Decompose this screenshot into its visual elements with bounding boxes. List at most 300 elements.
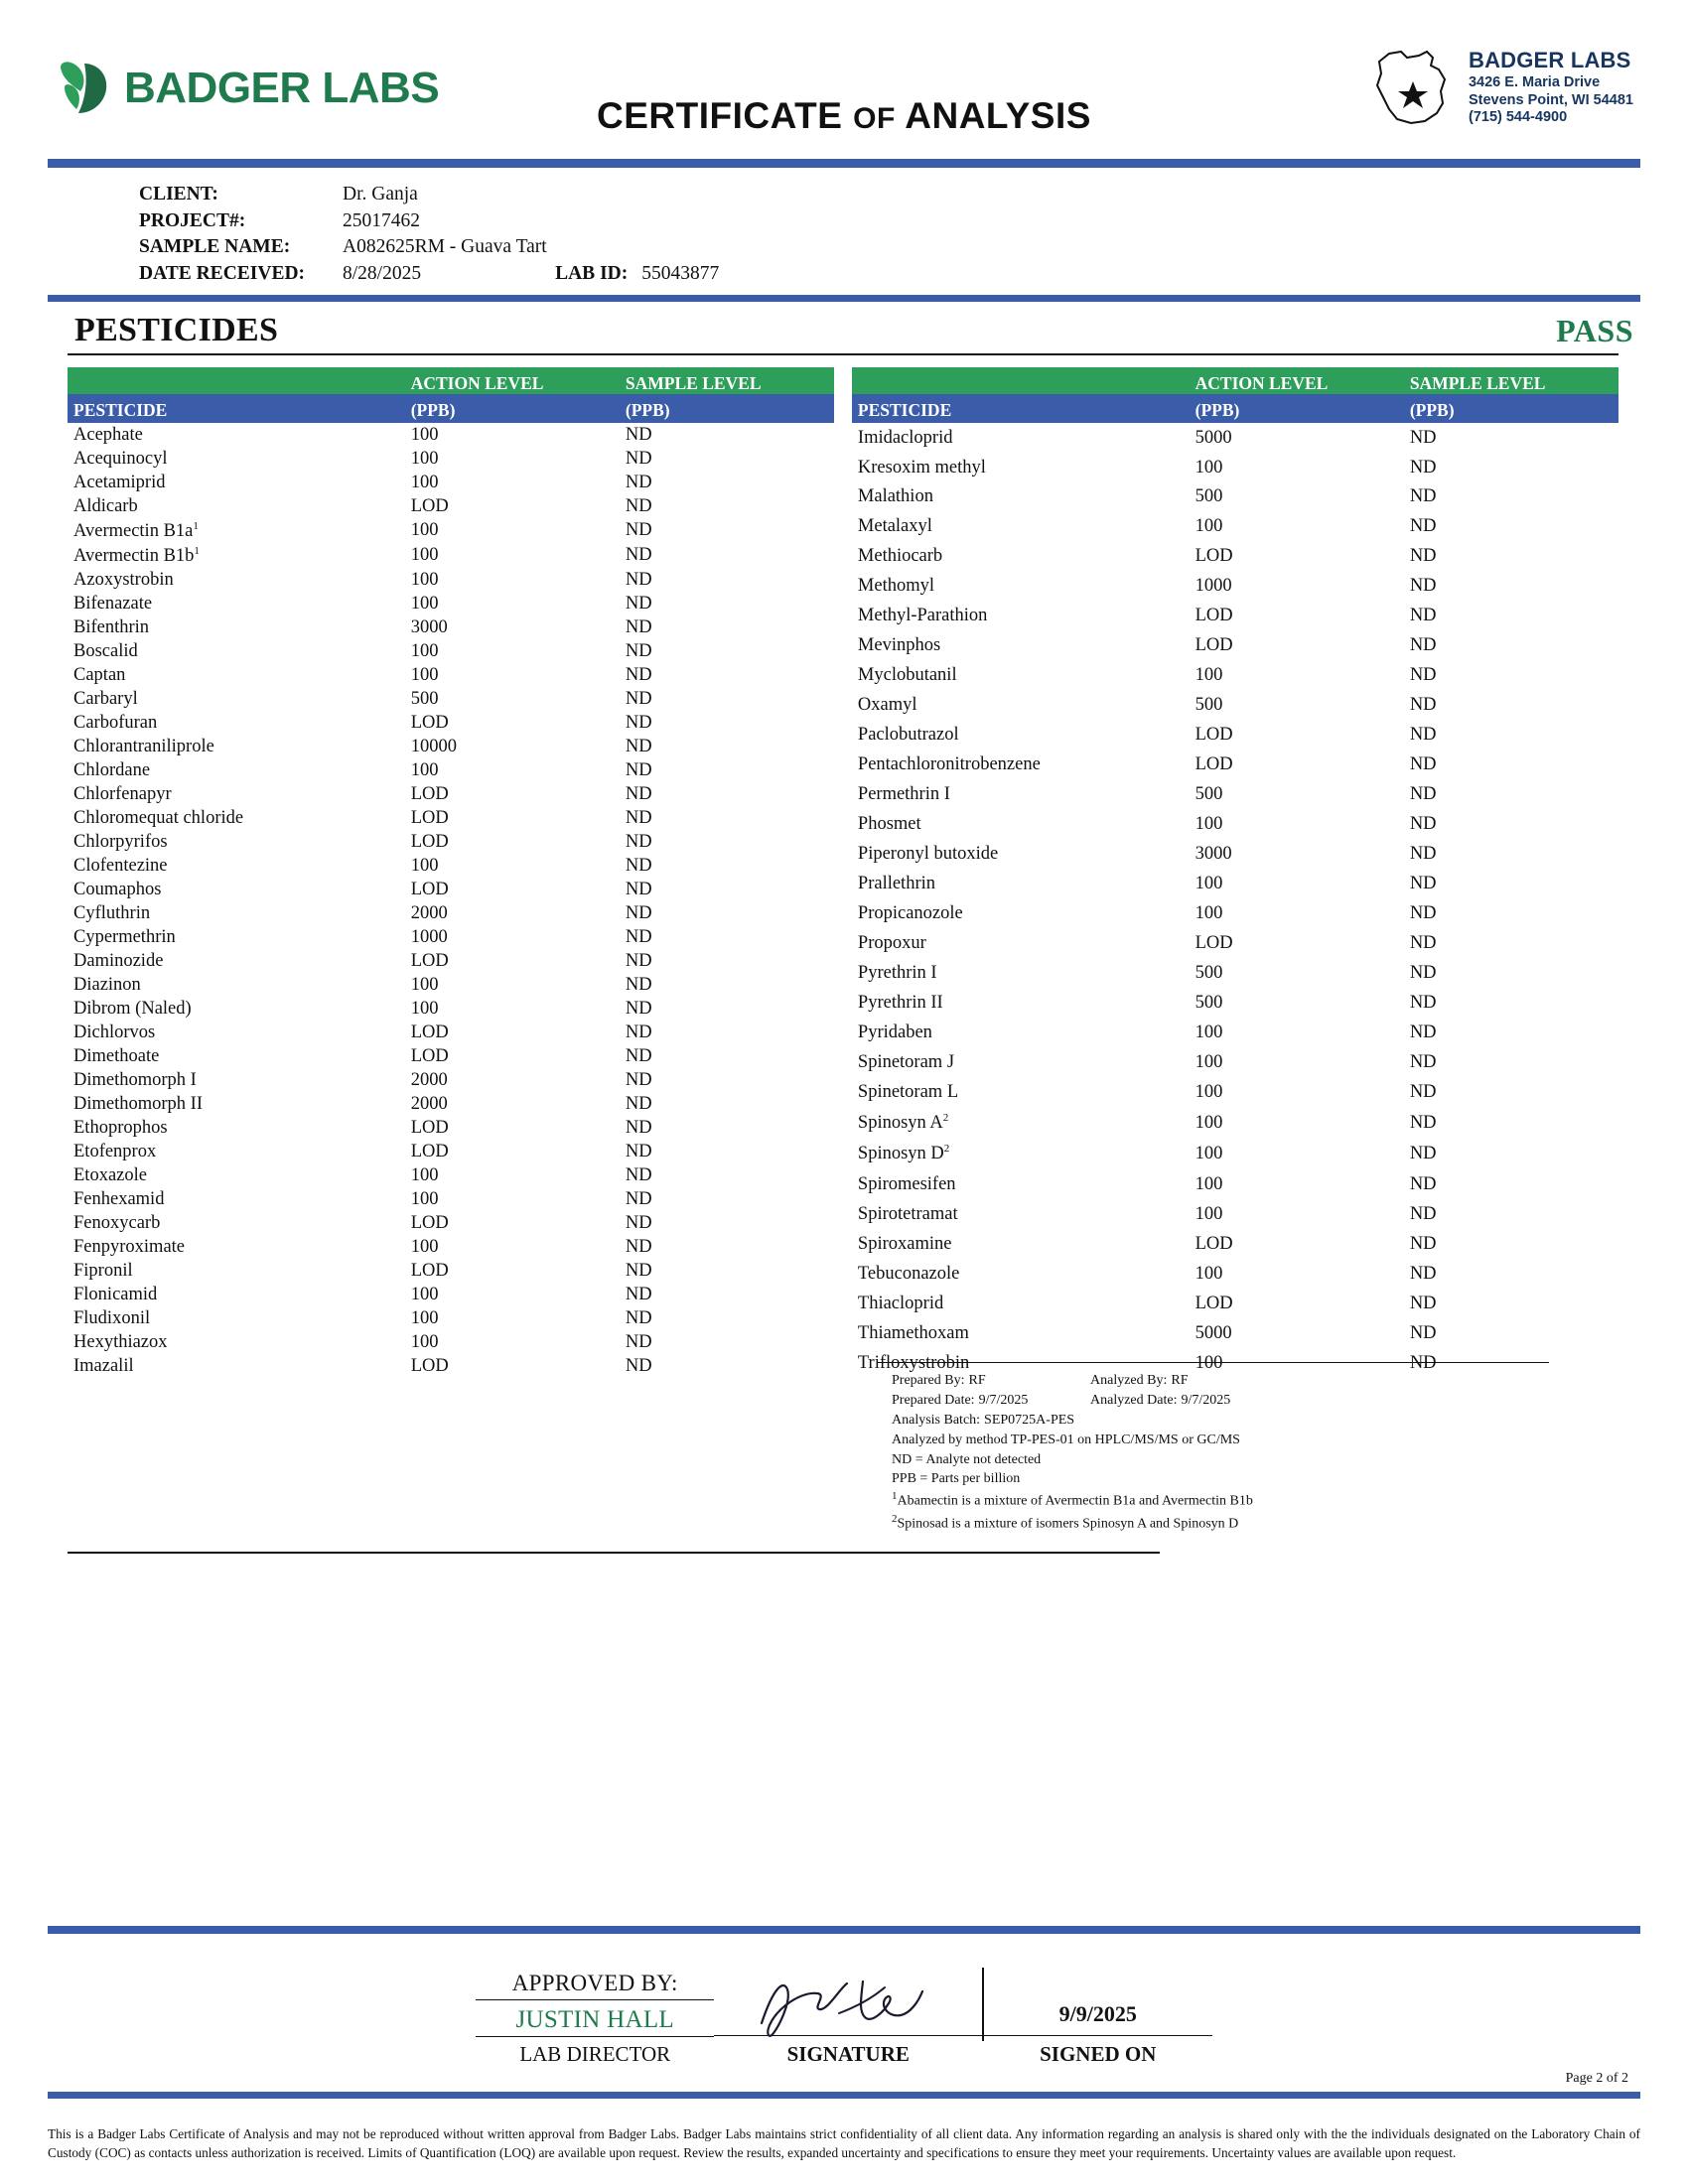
sample-level-value: ND [1409, 1173, 1437, 1194]
pesticide-name: Methiocarb [857, 546, 943, 567]
disclaimer-text: This is a Badger Labs Certificate of Analysis and may not be reproduced without written approval from Badger Labs. Badger Labs maintains strict confidentiality of all client data. Any information regarding an analysis is shared only with the the individuals designated on the Laboratory Chain of Custody (COC) as contacts unless authorization is received. Limits of Quantification (LOQ) are available upon request. Review the results, expanded uncertainty and specifications to ensure they meet your requirements. Uncertainty values are available upon request. [48, 2126, 1640, 2160]
pesticide-name: Propicanozole [857, 903, 963, 924]
action-level-value: 100 [410, 1236, 439, 1257]
action-level-value: 500 [1195, 992, 1223, 1013]
date-row [139, 261, 1688, 288]
pesticide-name: Chlorantraniliprole [73, 736, 214, 756]
table-row [68, 901, 834, 925]
action-level-value: 100 [1195, 665, 1223, 686]
sample-level-value: ND [1409, 635, 1437, 656]
title-main: CERTIFICATE [597, 95, 843, 136]
page-header [0, 0, 1688, 159]
section-header [0, 302, 1688, 351]
pesticide-name: Flonicamid [73, 1284, 158, 1304]
right-header-pesticide: PESTICIDE [852, 394, 1190, 423]
sample-level-value: ND [625, 807, 652, 828]
signature-area [0, 1926, 1688, 2067]
footnote-2-text: Spinosad is a mixture of isomers Spinosyn A and Spinosyn D [897, 1516, 1239, 1532]
table-row [68, 830, 834, 854]
footnote-2-marker: 2 [892, 1512, 898, 1525]
sample-level-value: ND [625, 1022, 652, 1042]
pesticide-name: Fenoxycarb [73, 1212, 161, 1233]
title-rest: ANALYSIS [905, 95, 1091, 136]
analyzed-date-label: Analyzed Date: [1090, 1392, 1178, 1408]
sample-level-value: ND [625, 712, 652, 733]
method-note: Analyzed by method TP-PES-01 on HPLC/MS/MS or GC/MS [892, 1432, 1240, 1447]
status-badge: PASS [1556, 313, 1633, 349]
left-header-action-level: ACTION LEVEL [405, 367, 620, 394]
pesticide-name: Mevinphos [857, 635, 941, 656]
left-table-body [68, 423, 834, 1378]
action-level-value: 100 [1195, 1143, 1223, 1163]
table-row [68, 758, 834, 782]
table-row [68, 1354, 834, 1378]
action-level-value: LOD [1195, 1233, 1233, 1254]
table-row [68, 1163, 834, 1187]
action-level-value: 100 [410, 640, 439, 661]
pesticide-name: Spinetoram J [857, 1051, 955, 1072]
action-level-value: 2000 [410, 1093, 448, 1114]
table-row [852, 1229, 1618, 1259]
table-row [68, 735, 834, 758]
header-divider [48, 159, 1640, 168]
pesticide-name: Pyrethrin I [857, 962, 937, 983]
client-divider [48, 295, 1640, 302]
table-row [68, 615, 834, 639]
table-bottom-rule [68, 1552, 1160, 1554]
action-level-value: 5000 [1195, 1322, 1232, 1343]
action-level-value: 100 [410, 1164, 439, 1185]
table-row [852, 1018, 1618, 1047]
lab-city: Stevens Point, WI 54481 [1468, 91, 1633, 108]
sample-level-value: ND [625, 998, 652, 1019]
sample-level-value: ND [1409, 546, 1437, 567]
pesticide-name: Fludixonil [73, 1307, 151, 1328]
action-level-value: LOD [410, 783, 449, 804]
table-row [852, 780, 1618, 810]
sample-label: SAMPLE NAME: [139, 236, 291, 258]
pesticide-name: Clofentezine [73, 855, 168, 876]
analyzed-date-value: 9/7/2025 [1181, 1392, 1231, 1408]
action-level-value: 100 [1195, 457, 1223, 478]
analyzed-by-value: RF [1171, 1373, 1189, 1388]
footnote-marker: 1 [194, 544, 200, 557]
wisconsin-map-icon [1367, 48, 1459, 129]
table-row [68, 471, 834, 494]
action-level-value: LOD [410, 1117, 449, 1138]
sample-level-value: ND [625, 831, 652, 852]
action-level-value: 100 [1195, 1051, 1223, 1072]
sample-level-value: ND [625, 520, 652, 541]
sample-level-value: ND [625, 1331, 652, 1352]
sample-level-value: ND [1409, 1203, 1437, 1224]
action-level-value: 100 [1195, 874, 1223, 894]
table-row [852, 929, 1618, 959]
table-row [852, 751, 1618, 780]
right-header-action-units: (PPB) [1190, 394, 1404, 423]
lab-address-block [1367, 48, 1633, 129]
pesticide-name: Chloromequat chloride [73, 807, 244, 828]
analyzed-by-label: Analyzed By: [1090, 1373, 1168, 1388]
signature-divider [48, 1926, 1640, 1934]
table-row [852, 423, 1618, 453]
pesticide-name: Imidacloprid [857, 427, 953, 448]
action-level-value: 100 [410, 472, 439, 492]
action-level-value: 500 [1195, 486, 1223, 507]
approver-name: JUSTIN HALL [476, 2000, 714, 2037]
table-row [852, 1047, 1618, 1077]
project-row [139, 208, 1688, 235]
sample-level-value: ND [1409, 1081, 1437, 1102]
sample-level-value: ND [625, 1236, 652, 1257]
client-value: Dr. Ganja [343, 184, 418, 205]
table-row [68, 854, 834, 878]
action-level-value: 1000 [1195, 576, 1232, 597]
pesticide-name: Dimethoate [73, 1045, 160, 1066]
pesticide-name: Avermectin $B1b^1$ [73, 544, 200, 566]
sample-level-value: ND [1409, 665, 1437, 686]
action-level-value: LOD [1195, 546, 1233, 567]
action-level-value: 100 [410, 1284, 439, 1304]
pesticide-name: Fipronil [73, 1260, 133, 1281]
pesticide-name: Spiroxamine [857, 1233, 952, 1254]
sample-level-value: ND [625, 902, 652, 923]
table-row [68, 687, 834, 711]
page-number: Page 2 of 2 [1565, 2071, 1628, 2086]
action-level-value: LOD [410, 807, 449, 828]
action-level-value: 100 [410, 855, 439, 876]
table-row [852, 1169, 1618, 1199]
pesticide-name: Etofenprox [73, 1141, 157, 1161]
project-label: PROJECT#: [139, 209, 246, 231]
action-level-value: 100 [410, 1188, 439, 1209]
pesticide-name: Malathion [857, 486, 933, 507]
table-row [852, 1199, 1618, 1229]
pesticide-name: Hexythiazox [73, 1331, 168, 1352]
brand-name: BADGER LABS [124, 64, 440, 112]
table-row [852, 1318, 1618, 1348]
footnote-marker: 1 [193, 519, 199, 532]
sample-level-value: ND [625, 472, 652, 492]
signed-on-caption: SIGNED ON [1040, 2042, 1157, 2066]
action-level-value: LOD [1195, 635, 1233, 656]
footnote-marker: 2 [943, 1143, 950, 1156]
pesticide-name: Spiromesifen [857, 1173, 956, 1194]
action-level-value: 100 [410, 759, 439, 780]
right-header-sample-units: (PPB) [1404, 394, 1618, 423]
table-row [68, 1068, 834, 1092]
sample-level-value: ND [1409, 1022, 1437, 1042]
sample-level-value: ND [1409, 695, 1437, 716]
action-level-value: LOD [410, 1212, 449, 1233]
left-header-pesticide: PESTICIDE [68, 394, 405, 423]
sample-level-value: ND [1409, 1143, 1437, 1163]
client-info [0, 168, 1688, 295]
table-row [68, 782, 834, 806]
table-row [852, 1289, 1618, 1318]
action-level-value: LOD [410, 495, 449, 516]
sample-level-value: ND [625, 1045, 652, 1066]
table-row [852, 542, 1618, 572]
table-row [68, 1330, 834, 1354]
client-label: CLIENT: [139, 184, 218, 205]
prepared-by-value: RF [968, 1373, 986, 1388]
pesticide-name: Boscalid [73, 640, 138, 661]
table-row [68, 518, 834, 543]
left-header-action-units: (PPB) [405, 394, 620, 423]
action-level-value: 100 [1195, 1352, 1223, 1373]
action-level-value: 3000 [410, 616, 448, 637]
table-row [852, 1139, 1618, 1169]
signed-date: 9/9/2025 [1058, 2001, 1137, 2026]
pesticide-name: Propoxur [857, 933, 926, 954]
pesticide-name: Acequinocyl [73, 448, 168, 469]
table-row [68, 711, 834, 735]
sample-level-value: ND [1409, 814, 1437, 835]
pesticide-name: Captan [73, 664, 126, 685]
action-level-value: 500 [1195, 784, 1223, 805]
pesticide-name: Trifloxystrobin [857, 1352, 970, 1373]
action-level-value: 500 [410, 688, 439, 709]
analysis-batch-value: SEP0725A-PES [984, 1412, 1075, 1428]
sample-level-value: ND [625, 1260, 652, 1281]
table-row [68, 925, 834, 949]
pesticide-name: Thiamethoxam [857, 1322, 969, 1343]
action-level-value: 100 [1195, 516, 1223, 537]
action-level-value: LOD [410, 712, 449, 733]
right-header-spacer [852, 367, 1190, 394]
sample-level-value: ND [625, 1284, 652, 1304]
pesticide-name: Paclobutrazol [857, 725, 959, 746]
action-level-value: 1000 [410, 926, 448, 947]
pesticide-name: Aldicarb [73, 495, 138, 516]
table-row [68, 806, 834, 830]
approved-by-label: APPROVED BY: [476, 1971, 714, 2000]
pesticide-name: Kresoxim methyl [857, 457, 986, 478]
sample-level-value: ND [1409, 486, 1437, 507]
sample-level-value: ND [1409, 576, 1437, 597]
table-row [852, 572, 1618, 602]
lab-id-label: LAB ID: [555, 262, 629, 284]
date-received-value: 8/28/2025 [343, 262, 422, 284]
sample-level-value: ND [1409, 457, 1437, 478]
action-level-value: 100 [410, 1307, 439, 1328]
notes-block [878, 1354, 1618, 1544]
action-level-value: 100 [410, 593, 439, 614]
pesticide-name: Coumaphos [73, 879, 162, 899]
sample-level-value: ND [1409, 427, 1437, 448]
pesticide-name: Bifenazate [73, 593, 153, 614]
table-row [68, 1116, 834, 1140]
action-level-value: 100 [410, 998, 439, 1019]
pesticide-name: Dimethomorph I [73, 1069, 197, 1090]
sample-level-value: ND [625, 1141, 652, 1161]
action-level-value: 10000 [410, 736, 457, 756]
sample-level-value: ND [625, 879, 652, 899]
analysis-batch-label: Analysis Batch: [892, 1412, 981, 1428]
lab-street: 3426 E. Maria Drive [1468, 73, 1601, 90]
sample-level-value: ND [625, 1093, 652, 1114]
table-row [852, 453, 1618, 482]
sample-level-value: ND [1409, 606, 1437, 626]
pesticide-name: Chlordane [73, 759, 151, 780]
table-row [852, 810, 1618, 840]
sample-level-value: ND [625, 736, 652, 756]
title-of: OF [853, 102, 896, 135]
pesticide-name: Permethrin I [857, 784, 950, 805]
sample-level-value: ND [625, 950, 652, 971]
sample-level-value: ND [625, 1069, 652, 1090]
table-row [68, 639, 834, 663]
pesticide-name: Pyrethrin II [857, 992, 943, 1013]
footer-divider [48, 2092, 1640, 2099]
sample-level-value: ND [625, 1307, 652, 1328]
sample-level-value: ND [625, 545, 652, 566]
pesticide-name: Carbofuran [73, 712, 158, 733]
pesticide-name: Pyridaben [857, 1022, 932, 1042]
pesticide-name: Thiacloprid [857, 1293, 944, 1313]
pesticide-name: Spinosyn $D^2$ [857, 1143, 950, 1164]
left-header-spacer [68, 367, 405, 394]
pesticide-name: Daminozide [73, 950, 164, 971]
action-level-value: 100 [410, 424, 439, 445]
action-level-value: LOD [410, 1022, 449, 1042]
handwritten-signature-icon [744, 1974, 942, 2039]
action-level-value: LOD [410, 879, 449, 899]
sample-level-value: ND [1409, 754, 1437, 775]
table-row [68, 1235, 834, 1259]
action-level-value: LOD [410, 1260, 449, 1281]
table-row [68, 1092, 834, 1116]
action-level-value: 100 [1195, 1263, 1223, 1284]
action-level-value: 5000 [1195, 427, 1232, 448]
sample-level-value: ND [625, 593, 652, 614]
nd-note: ND = Analyte not detected [892, 1451, 1042, 1467]
table-row [68, 447, 834, 471]
table-row [68, 1211, 834, 1235]
action-level-value: 100 [410, 545, 439, 566]
action-level-value: LOD [1195, 1293, 1233, 1313]
right-header-sample-level: SAMPLE LEVEL [1404, 367, 1618, 394]
table-row [68, 878, 834, 901]
action-level-value: 100 [410, 974, 439, 995]
action-level-value: 100 [1195, 1081, 1223, 1102]
action-level-value: 2000 [410, 902, 448, 923]
pesticide-name: Fenpyroximate [73, 1236, 186, 1257]
action-level-value: 100 [1195, 814, 1223, 835]
sample-level-value: ND [625, 495, 652, 516]
lab-name: BADGER LABS [1468, 48, 1631, 72]
action-level-value: LOD [1195, 754, 1233, 775]
table-row [852, 512, 1618, 542]
table-row [852, 602, 1618, 631]
action-level-value: 3000 [1195, 844, 1232, 865]
right-table-body [852, 423, 1618, 1378]
action-level-value: LOD [410, 831, 449, 852]
table-row [852, 691, 1618, 721]
pesticide-name: Diazinon [73, 974, 141, 995]
pesticide-name: Cyfluthrin [73, 902, 151, 923]
table-row [852, 870, 1618, 899]
sample-level-value: ND [1409, 992, 1437, 1013]
pesticide-name: Acetamiprid [73, 472, 166, 492]
left-header-sample-level: SAMPLE LEVEL [620, 367, 834, 394]
sample-level-value: ND [625, 759, 652, 780]
pesticide-table-left [68, 367, 834, 1378]
table-row [68, 592, 834, 615]
sample-level-value: ND [1409, 1051, 1437, 1072]
action-level-value: 100 [1195, 1203, 1223, 1224]
sample-level-value: ND [1409, 516, 1437, 537]
action-level-value: LOD [410, 1355, 449, 1376]
pesticide-name: Dimethomorph II [73, 1093, 203, 1114]
sample-level-value: ND [625, 640, 652, 661]
sample-value: A082625RM - Guava Tart [343, 236, 547, 258]
section-title: PESTICIDES [74, 312, 279, 349]
action-level-value: 100 [410, 1331, 439, 1352]
table-row [68, 1306, 834, 1330]
table-row [852, 988, 1618, 1018]
pesticide-name: Etoxazole [73, 1164, 147, 1185]
action-level-value: 2000 [410, 1069, 448, 1090]
pesticide-name: Carbaryl [73, 688, 138, 709]
sample-level-value: ND [1409, 1233, 1437, 1254]
approved-by-block [476, 1971, 714, 2067]
project-value: 25017462 [343, 209, 420, 231]
table-row [68, 494, 834, 518]
sample-level-value: ND [1409, 962, 1437, 983]
sample-level-value: ND [625, 448, 652, 469]
footnote-2 [892, 1512, 1549, 1535]
signature-caption: SIGNATURE [786, 2042, 910, 2066]
sample-level-value: ND [625, 569, 652, 590]
pesticide-name: Fenhexamid [73, 1188, 165, 1209]
table-row [68, 423, 834, 447]
sample-level-value: ND [1409, 844, 1437, 865]
pesticide-name: Spinosyn $A^2$ [857, 1111, 949, 1134]
prepared-date-label: Prepared Date: [892, 1392, 975, 1408]
sample-level-value: ND [625, 664, 652, 685]
ppb-note: PPB = Parts per billion [892, 1471, 1021, 1487]
right-header-action-level: ACTION LEVEL [1190, 367, 1404, 394]
action-level-value: 100 [410, 520, 439, 541]
table-row [852, 959, 1618, 989]
footnote-1-text: Abamectin is a mixture of Avermectin B1a and Avermectin B1b [897, 1493, 1253, 1509]
table-row [68, 1283, 834, 1306]
approver-role: LAB DIRECTOR [519, 2042, 671, 2066]
sample-level-value: ND [1409, 1293, 1437, 1313]
action-level-value: 100 [410, 664, 439, 685]
sample-level-value: ND [1409, 1112, 1437, 1133]
pesticide-name: Acephate [73, 424, 143, 445]
pesticide-name: Imazalil [73, 1355, 134, 1376]
sample-level-value: ND [1409, 784, 1437, 805]
table-row [68, 1259, 834, 1283]
action-level-value: 100 [1195, 1173, 1223, 1194]
pesticide-tables [0, 355, 1688, 1378]
signature-block [714, 1979, 982, 2067]
date-received-label: DATE RECEIVED: [139, 262, 306, 284]
pesticide-name: Tebuconazole [857, 1263, 960, 1284]
sample-level-value: ND [625, 688, 652, 709]
table-row [852, 1077, 1618, 1107]
action-level-value: 100 [1195, 1112, 1223, 1133]
sample-level-value: ND [625, 926, 652, 947]
pesticide-name: Myclobutanil [857, 665, 957, 686]
pesticide-name: Ethoprophos [73, 1117, 168, 1138]
action-level-value: LOD [410, 950, 449, 971]
sample-level-value: ND [625, 855, 652, 876]
